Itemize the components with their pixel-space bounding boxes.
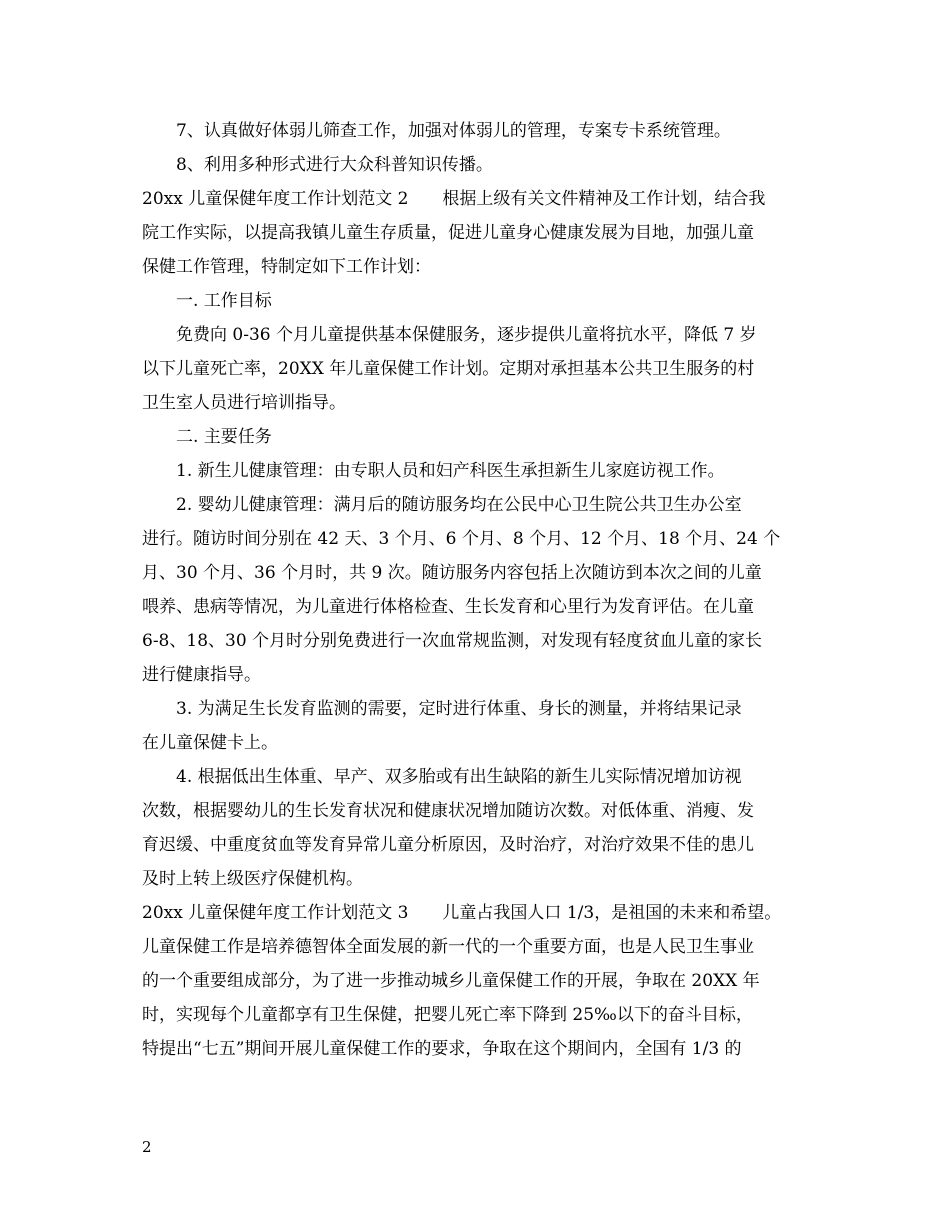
text-line: 8、利用多种形式进行大众科普知识传播。 [176, 155, 493, 175]
text-line: 次数，根据婴幼儿的生长发育状况和健康状况增加随访次数。对低体重、消瘦、发 [142, 801, 754, 821]
text-line: 喂养、患病等情况，为儿童进行体格检查、生长发育和心里行为发育评估。在儿童 [142, 597, 754, 617]
text-line: 进行健康指导。 [142, 665, 261, 685]
text-line: 时，实现每个儿童都享有卫生保健，把婴儿死亡率下降到 25‰以下的奋斗目标， [142, 1005, 753, 1025]
section-heading-line: 20xx 儿童保健年度工作计划范文 3 儿童占我国人口 1/3，是祖国的未来和希望。 [142, 903, 782, 923]
text-line: 及时上转上级医疗保健机构。 [142, 869, 363, 889]
text-line: 儿童保健工作是培养德智体全面发展的新一代的一个重要方面，也是人民卫生事业 [142, 937, 754, 957]
text-line: 保健工作管理，特制定如下工作计划： [142, 257, 431, 277]
text-line: 7、认真做好体弱儿筛查工作，加强对体弱儿的管理，专案专卡系统管理。 [176, 121, 731, 141]
text-line: 育迟缓、中重度贫血等发育异常儿童分析原因，及时治疗，对治疗效果不佳的患儿 [142, 835, 754, 855]
text-line: 4. 根据低出生体重、早产、双多胎或有出生缺陷的新生儿实际情况增加访视 [176, 767, 742, 787]
text-line: 的一个重要组成部分，为了进一步推动城乡儿童保健工作的开展，争取在 20XX 年 [142, 971, 760, 991]
text-line: 1. 新生儿健康管理：由专职人员和妇产科医生承担新生儿家庭访视工作。 [176, 461, 725, 481]
section-heading-line: 20xx 儿童保健年度工作计划范文 2 根据上级有关文件精神及工作计划，结合我 [142, 189, 766, 209]
text-line: 进行。随访时间分别在 42 天、3 个月、6 个月、8 个月、12 个月、18 个月、24 个 [142, 529, 781, 549]
document-body [142, 114, 818, 1066]
text-line: 免费向 0-36 个月儿童提供基本保健服务，逐步提供儿童将抗水平，降低 7 岁 [176, 325, 757, 345]
text-line: 以下儿童死亡率，20XX 年儿童保健工作计划。定期对承担基本公共卫生服务的村 [142, 359, 755, 379]
page-number: 2 [142, 1138, 152, 1156]
text-line: 卫生室人员进行培训指导。 [142, 393, 346, 413]
text-line: 2. 婴幼儿健康管理：满月后的随访服务均在公民中心卫生院公共卫生办公室 [176, 495, 742, 515]
text-line: 月、30 个月、36 个月时，共 9 次。随访服务内容包括上次随访到本次之间的儿童 [142, 563, 762, 583]
text-line: 在儿童保健卡上。 [142, 733, 278, 753]
subheading-line: 一. 工作目标 [176, 291, 272, 311]
subheading-line: 二. 主要任务 [176, 427, 272, 447]
text-line: 6-8、18、30 个月时分别免费进行一次血常规监测，对发现有轻度贫血儿童的家长 [142, 631, 763, 651]
text-line: 院工作实际，以提高我镇儿童生存质量，促进儿童身心健康发展为目地，加强儿童 [142, 223, 754, 243]
text-line: 3. 为满足生长发育监测的需要，定时进行体重、身长的测量，并将结果记录 [176, 699, 742, 719]
text-line: 特提出“七五”期间开展儿童保健工作的要求，争取在这个期间内，全国有 1/3 的 [142, 1039, 742, 1059]
